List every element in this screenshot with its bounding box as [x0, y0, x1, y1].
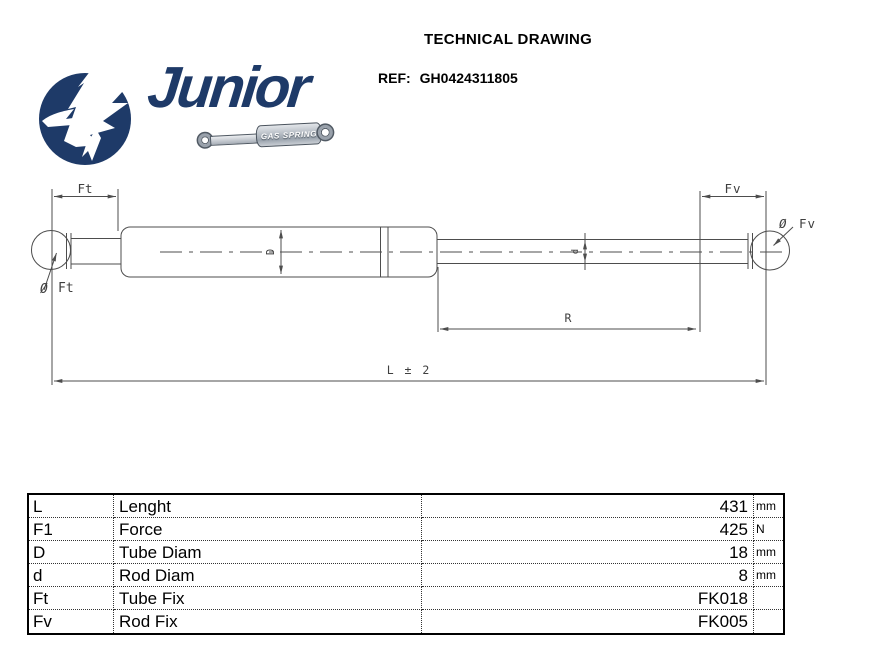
reference-label: REF:: [378, 70, 411, 86]
left-diameter-symbol: Ø: [40, 282, 48, 297]
brand-tagline: GAS SPRING: [260, 128, 318, 141]
spec-value: 18: [422, 541, 754, 564]
right-diameter-label: Fv: [799, 216, 817, 231]
spec-table: [27, 493, 785, 635]
tube-diameter-label: D: [265, 248, 277, 256]
spec-symbol: L: [29, 495, 114, 518]
left-collar: [67, 233, 122, 269]
rod-diameter-label: d: [571, 248, 581, 255]
spec-value: FK005: [422, 610, 754, 633]
right-ball-eyelet: [751, 231, 790, 270]
rod-length-label: R: [564, 311, 572, 325]
spec-name: Rod Fix: [114, 610, 422, 633]
spec-name: Tube Fix: [114, 587, 422, 610]
spec-value: 431: [422, 495, 754, 518]
spec-symbol: Ft: [29, 587, 114, 610]
rod-fix-dimension-label: Fv: [724, 181, 742, 196]
spec-unit: mm: [754, 541, 783, 564]
tube-fix-dimension-label: Ft: [77, 181, 93, 196]
spec-symbol: d: [29, 564, 114, 587]
spec-value: 8: [422, 564, 754, 587]
page-title: TECHNICAL DRAWING: [424, 31, 593, 48]
spec-symbol: F1: [29, 518, 114, 541]
left-diameter-label: Ft: [58, 281, 74, 296]
spec-value: 425: [422, 518, 754, 541]
total-length-label: L ± 2: [386, 363, 432, 377]
spec-unit: mm: [754, 564, 783, 587]
brand-name: Junior: [144, 55, 311, 120]
spec-name: Force: [114, 518, 422, 541]
spec-symbol: Fv: [29, 610, 114, 633]
reference-number: GH0424311805: [419, 70, 518, 86]
spec-symbol: D: [29, 541, 114, 564]
spec-unit: [754, 610, 783, 633]
spec-name: Rod Diam: [114, 564, 422, 587]
left-ball-eyelet: [32, 231, 71, 270]
spec-unit: [754, 587, 783, 610]
spec-unit: mm: [754, 495, 783, 518]
spec-name: Lenght: [114, 495, 422, 518]
spec-name: Tube Diam: [114, 541, 422, 564]
dimension-lines: [44, 189, 793, 385]
right-diameter-symbol: Ø: [779, 216, 787, 231]
spec-unit: N: [754, 518, 783, 541]
spec-value: FK018: [422, 587, 754, 610]
